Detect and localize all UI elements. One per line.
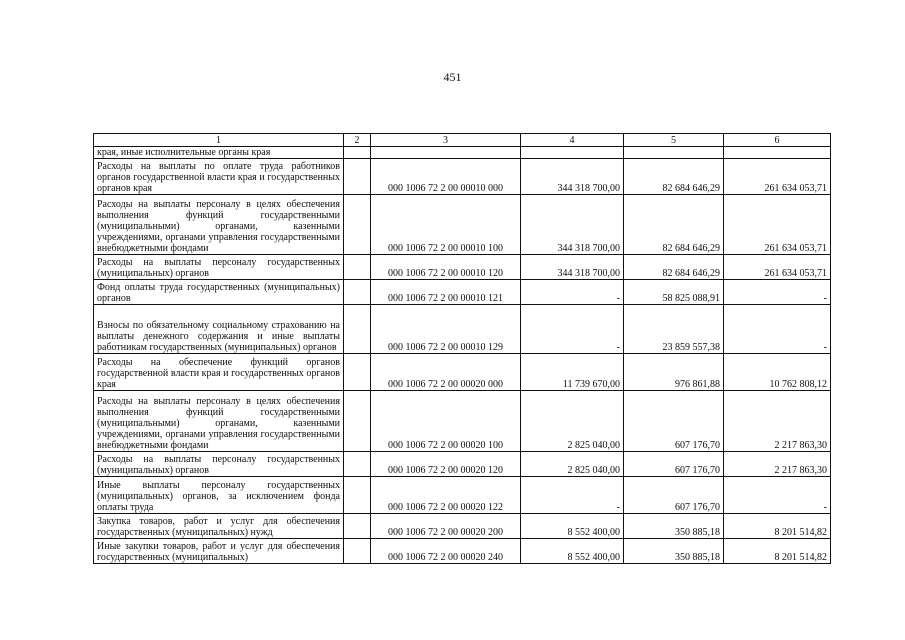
row-value-col5: 82 684 646,29	[624, 195, 724, 255]
table-row	[94, 147, 831, 159]
row-code: 000 1006 72 2 00 00020 120	[371, 452, 521, 477]
row-col2	[344, 452, 371, 477]
row-col2	[344, 539, 371, 564]
row-value-col5: 23 859 557,38	[624, 305, 724, 354]
row-code: 000 1006 72 2 00 00010 000	[371, 159, 521, 195]
row-code: 000 1006 72 2 00 00010 120	[371, 255, 521, 280]
row-value-col6: -	[724, 477, 831, 514]
row-value-col6: 261 634 053,71	[724, 195, 831, 255]
row-col2	[344, 391, 371, 452]
row-value-col5: 82 684 646,29	[624, 255, 724, 280]
row-name: Закупка товаров, работ и услуг для обеспечения государственных (муниципальных) нужд	[94, 514, 344, 539]
row-value-col5: 607 176,70	[624, 391, 724, 452]
table-row	[94, 514, 831, 539]
row-code: 000 1006 72 2 00 00020 240	[371, 539, 521, 564]
column-header: 5	[624, 134, 724, 147]
row-value-col4: 8 552 400,00	[521, 539, 624, 564]
table-row	[94, 452, 831, 477]
row-value-col4: 2 825 040,00	[521, 452, 624, 477]
row-name: Взносы по обязательному социальному страхованию на выплаты денежного содержания и иные выплаты работникам государственных (муниципальных) органов	[94, 305, 344, 354]
column-header: 2	[344, 134, 371, 147]
table-row	[94, 280, 831, 305]
column-header: 1	[94, 134, 344, 147]
row-col2	[344, 354, 371, 391]
row-code: 000 1006 72 2 00 00010 129	[371, 305, 521, 354]
row-value-col4: 344 318 700,00	[521, 195, 624, 255]
row-value-col6	[724, 147, 831, 159]
column-header: 3	[371, 134, 521, 147]
page-number: 451	[443, 70, 462, 84]
row-code: 000 1006 72 2 00 00020 200	[371, 514, 521, 539]
row-value-col4: -	[521, 305, 624, 354]
row-name: Расходы на выплаты персоналу в целях обеспечения выполнения функций государственными (муниципальными) органами, казенными учреждениями, органами управления государственными внебюджетными фондами	[94, 391, 344, 452]
row-value-col6: -	[724, 305, 831, 354]
row-value-col6: -	[724, 280, 831, 305]
row-value-col5: 350 885,18	[624, 514, 724, 539]
row-value-col4: -	[521, 477, 624, 514]
row-col2	[344, 147, 371, 159]
row-code: 000 1006 72 2 00 00020 122	[371, 477, 521, 514]
row-value-col6: 8 201 514,82	[724, 514, 831, 539]
row-value-col5: 607 176,70	[624, 452, 724, 477]
row-value-col4: 344 318 700,00	[521, 159, 624, 195]
row-value-col4: 344 318 700,00	[521, 255, 624, 280]
row-name: Расходы на выплаты персоналу государственных (муниципальных) органов	[94, 452, 344, 477]
row-name: Расходы на выплаты по оплате труда работников органов государственной власти края и государственных органов края	[94, 159, 344, 195]
row-code: 000 1006 72 2 00 00010 100	[371, 195, 521, 255]
table-row	[94, 159, 831, 195]
row-value-col4: -	[521, 280, 624, 305]
row-value-col6: 10 762 808,12	[724, 354, 831, 391]
row-value-col4: 11 739 670,00	[521, 354, 624, 391]
row-col2	[344, 255, 371, 280]
row-value-col5: 58 825 088,91	[624, 280, 724, 305]
row-value-col6: 2 217 863,30	[724, 452, 831, 477]
row-value-col6: 261 634 053,71	[724, 255, 831, 280]
table-row	[94, 354, 831, 391]
row-col2	[344, 280, 371, 305]
row-col2	[344, 195, 371, 255]
row-value-col6: 261 634 053,71	[724, 159, 831, 195]
row-col2	[344, 305, 371, 354]
table-row	[94, 539, 831, 564]
row-value-col6: 8 201 514,82	[724, 539, 831, 564]
row-value-col6: 2 217 863,30	[724, 391, 831, 452]
row-name: Иные закупки товаров, работ и услуг для обеспечения государственных (муниципальных)	[94, 539, 344, 564]
header-row	[94, 134, 831, 147]
table-row	[94, 305, 831, 354]
row-value-col5: 82 684 646,29	[624, 159, 724, 195]
table-row	[94, 477, 831, 514]
table-row	[94, 255, 831, 280]
row-value-col4: 8 552 400,00	[521, 514, 624, 539]
row-name: Иные выплаты персоналу государственных (муниципальных) органов, за исключением фонда оплаты труда	[94, 477, 344, 514]
row-col2	[344, 514, 371, 539]
row-name: края, иные исполнительные органы края	[94, 147, 344, 159]
table-row	[94, 391, 831, 452]
row-value-col5: 350 885,18	[624, 539, 724, 564]
row-name: Расходы на обеспечение функций органов государственной власти края и государственных органов края	[94, 354, 344, 391]
row-col2	[344, 477, 371, 514]
column-header: 4	[521, 134, 624, 147]
row-code: 000 1006 72 2 00 00020 100	[371, 391, 521, 452]
row-value-col5	[624, 147, 724, 159]
budget-table	[93, 133, 831, 564]
row-code	[371, 147, 521, 159]
row-value-col5: 976 861,88	[624, 354, 724, 391]
row-name: Расходы на выплаты персоналу в целях обеспечения выполнения функций государственными (муниципальными) органами, казенными учреждениями, органами управления государственными внебюджетными фондами	[94, 195, 344, 255]
column-header: 6	[724, 134, 831, 147]
table-row	[94, 195, 831, 255]
row-code: 000 1006 72 2 00 00020 000	[371, 354, 521, 391]
row-name: Фонд оплаты труда государственных (муниципальных) органов	[94, 280, 344, 305]
row-col2	[344, 159, 371, 195]
row-value-col4	[521, 147, 624, 159]
row-value-col4: 2 825 040,00	[521, 391, 624, 452]
row-name: Расходы на выплаты персоналу государственных (муниципальных) органов	[94, 255, 344, 280]
row-code: 000 1006 72 2 00 00010 121	[371, 280, 521, 305]
row-value-col5: 607 176,70	[624, 477, 724, 514]
